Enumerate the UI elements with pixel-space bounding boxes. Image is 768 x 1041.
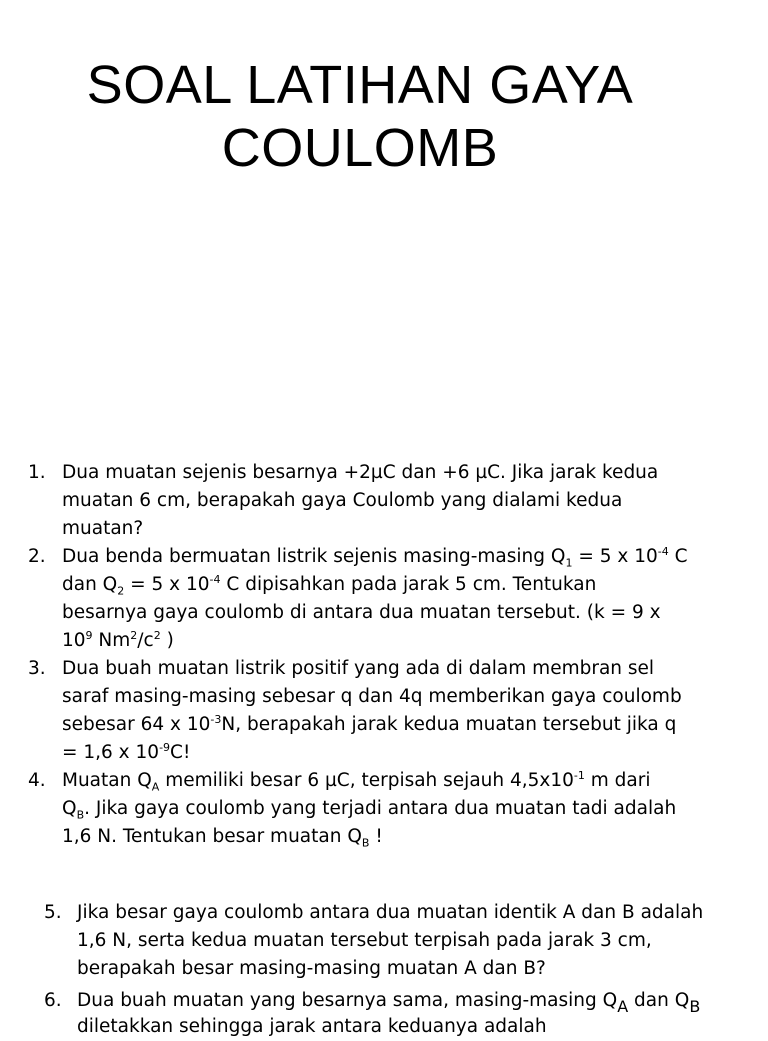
title-line-1: SOAL LATIHAN GAYA xyxy=(86,55,634,115)
question-text-line: Dua muatan sejenis besarnya +2µC dan +6 µC. Jika jarak kedua xyxy=(62,462,659,483)
question-text-line: $10^9$ $Nm^2/c^2$ ) xyxy=(62,628,174,651)
question-text-line: muatan 6 cm, berapakah gaya Coulomb yang dialami kedua xyxy=(62,490,623,511)
question-number: 2. xyxy=(28,546,46,567)
question-text-line: Dua buah muatan listrik positif yang ada di dalam membran sel xyxy=(62,658,655,679)
question-text-line: saraf masing-masing sebesar q dan 4q memberikan gaya coulomb xyxy=(62,686,682,707)
question-number: 5. xyxy=(44,902,62,923)
question-number: 1. xyxy=(28,462,46,483)
question-text-line: 1,6 N, serta kedua muatan tersebut terpisah pada jarak 3 cm, xyxy=(77,930,652,951)
question-text-line: Dua buah muatan yang besarnya sama, masing-masing QA dan QB xyxy=(77,990,701,1016)
question-number: 4. xyxy=(28,770,46,791)
question-text-line: $Q_B$. Jika gaya coulomb yang terjadi antara dua muatan tadi adalah xyxy=(62,798,677,822)
question-text-line: = 1,6 x $10^{-9}C$! xyxy=(62,740,191,763)
question-text-line: sebesar 64 x $10^{-3}N$, berapakah jarak kedua muatan tersebut jika q xyxy=(62,712,677,735)
question-text-line: besarnya gaya coulomb di antara dua muatan tersebut. (k = 9 x xyxy=(62,602,661,623)
page-title xyxy=(0,54,720,180)
question-text-line: berapakah besar masing-masing muatan A dan B? xyxy=(77,958,546,979)
question-text-line: Jika besar gaya coulomb antara dua muatan identik A dan B adalah xyxy=(77,902,704,923)
title-line-2: COULOMB xyxy=(221,118,499,178)
question-text-line: Dua benda bermuatan listrik sejenis masing-masing $Q_1 = 5$ x $10^{-4}$ C xyxy=(62,544,688,570)
question-text-line: dan $Q_2 = 5$ x $10^{-4}$ C dipisahkan pada jarak 5 cm. Tentukan xyxy=(62,572,597,598)
question-text-line: Muatan $Q_A$ memiliki besar 6 µC, terpisah sejauh $4,5x10^{-1}$ m dari xyxy=(62,768,651,794)
question-number: 3. xyxy=(28,658,46,679)
question-number: 6. xyxy=(44,990,62,1011)
question-text-line: 1,6 N. Tentukan besar muatan $Q_B$ ! xyxy=(62,826,383,850)
question-text-line: muatan? xyxy=(62,518,144,539)
question-text-line: diletakkan sehingga jarak antara keduanya adalah xyxy=(77,1016,547,1037)
